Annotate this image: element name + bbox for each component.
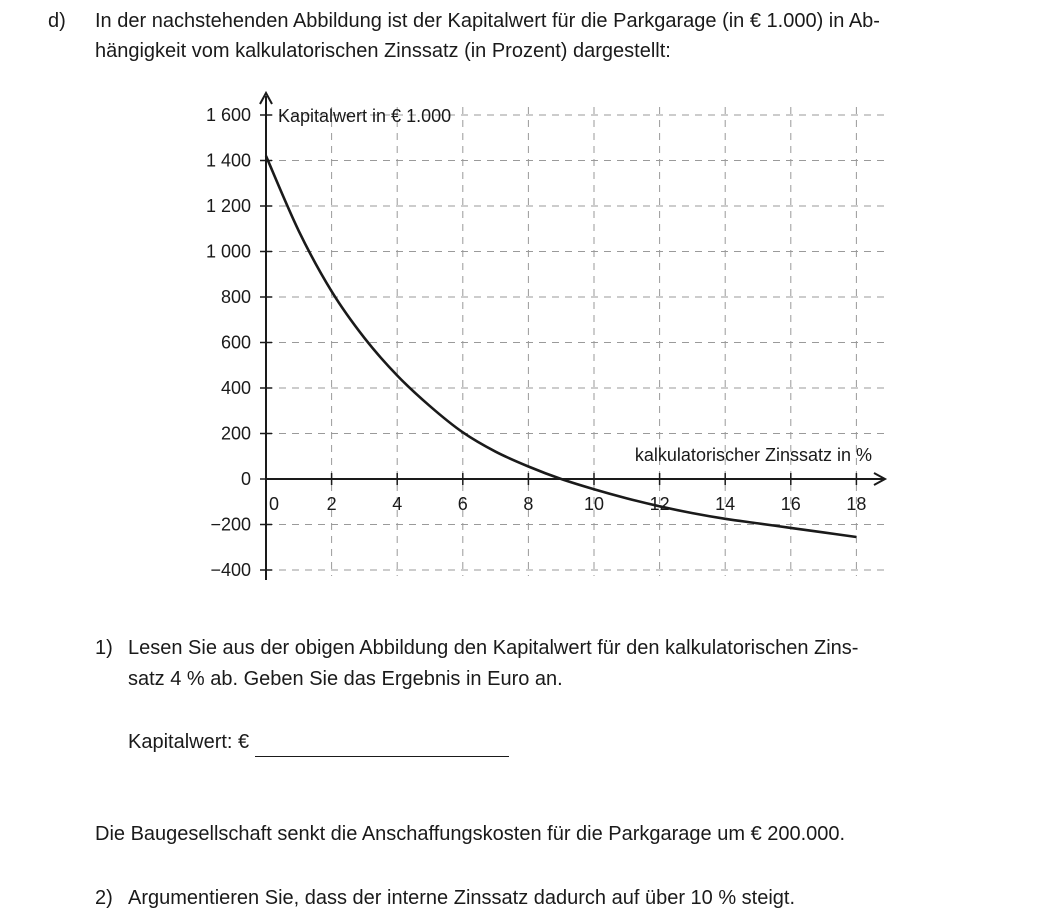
x-tick-label: 2 (326, 494, 337, 514)
question-1-line-1: Lesen Sie aus der obigen Abbildung den Kapitalwert für den kalkulatorischen Zins- (128, 637, 859, 659)
x-tick-label: 8 (523, 494, 534, 514)
x-tick-label: 4 (392, 494, 403, 514)
y-tick-label: 1 000 (205, 241, 251, 262)
y-tick-labels (206, 105, 251, 580)
question-2-number: 2) (95, 887, 113, 909)
intro-line-2: hängigkeit vom kalkulatorischen Zinssatz (in Prozent) dargestellt: (95, 40, 671, 62)
question-1-line-2: satz 4 % ab. Geben Sie das Ergebnis in Euro an. (128, 668, 563, 690)
y-axis-label: Kapitalwert in € 1.000 (278, 106, 452, 126)
answer-label: Kapitalwert: € (128, 731, 250, 753)
y-tick-label: 1 600 (205, 105, 251, 125)
question-2-text: Argumentieren Sie, dass der interne Zinssatz dadurch auf über 10 % steigt. (128, 887, 796, 909)
x-tick-label: 10 (583, 494, 605, 514)
x-tick-labels (269, 494, 866, 514)
intro-line-1: In der nachstehenden Abbildung ist der Kapitalwert für die Parkgarage (in € 1.000) in Ab- (95, 10, 880, 32)
y-tick-label: −400 (210, 560, 251, 580)
answer-blank-line[interactable] (255, 732, 509, 757)
y-tick-label: −200 (210, 514, 251, 535)
x-tick-label: 12 (649, 494, 670, 514)
x-tick-label: 6 (457, 494, 468, 514)
y-tick-label: 1 200 (205, 196, 251, 216)
answer-field (128, 727, 509, 757)
y-tick-label: 800 (220, 287, 251, 307)
y-tick-label: 1 400 (205, 150, 251, 171)
y-tick-label: 0 (240, 469, 251, 489)
question-1-number: 1) (95, 637, 113, 659)
x-tick-label: 14 (715, 494, 736, 514)
task-label: d) (48, 10, 66, 32)
x-axis-label: kalkulatorischer Zinssatz in % (634, 445, 872, 465)
info-paragraph: Die Baugesellschaft senkt die Anschaffungskosten für die Parkgarage um € 200.000. (95, 823, 846, 845)
x-tick-label: 16 (780, 494, 801, 514)
y-tick-label: 400 (220, 378, 251, 398)
y-tick-label: 600 (220, 332, 251, 353)
y-tick-label: 200 (220, 423, 251, 444)
x-tick-label: 0 (268, 494, 280, 514)
x-tick-label: 18 (846, 494, 867, 514)
